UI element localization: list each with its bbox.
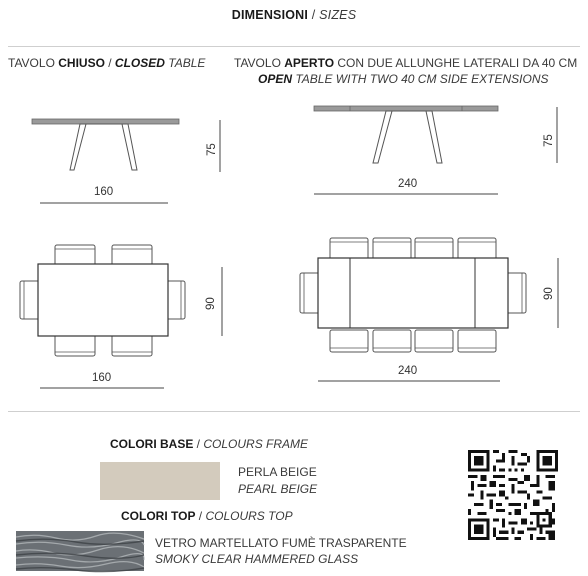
qr-code-icon [468, 450, 558, 540]
open-table-heading-en: OPEN TABLE WITH TWO 40 CM SIDE EXTENSIONS [258, 72, 549, 86]
open-table-heading: TAVOLO APERTO CON DUE ALLUNGHE LATERALI DA 40 CM [234, 56, 578, 70]
open-plan-width-dim: 240 [398, 365, 418, 377]
top-colour-name-en: SMOKY CLEAR HAMMERED GLASS [155, 552, 359, 566]
page-title: DIMENSIONI / SIZES [231, 8, 357, 22]
closed-plan-width-dim: 160 [92, 372, 112, 384]
top-colour-name-it: VETRO MARTELLATO FUMÈ TRASPARENTE [155, 536, 407, 550]
closed-table-heading: TAVOLO CHIUSO / CLOSED TABLE [8, 56, 206, 70]
frame-colour-name-it: PERLA BEIGE [238, 465, 317, 479]
bottom-divider [8, 411, 580, 412]
closed-width-dim: 160 [94, 186, 114, 198]
closed-depth-dim: 90 [205, 297, 217, 310]
colours-frame-heading: COLORI BASE / COLOURS FRAME [110, 437, 309, 451]
open-height-dim: 75 [543, 134, 555, 147]
frame-colour-name-en: PEARL BEIGE [238, 482, 318, 496]
frame-colour-swatch [100, 462, 220, 500]
colours-top-heading: COLORI TOP / COLOURS TOP [121, 509, 293, 523]
open-width-dim: 240 [398, 178, 418, 190]
closed-height-dim: 75 [206, 143, 218, 156]
top-colour-swatch [16, 531, 144, 571]
open-depth-dim: 90 [543, 287, 555, 300]
